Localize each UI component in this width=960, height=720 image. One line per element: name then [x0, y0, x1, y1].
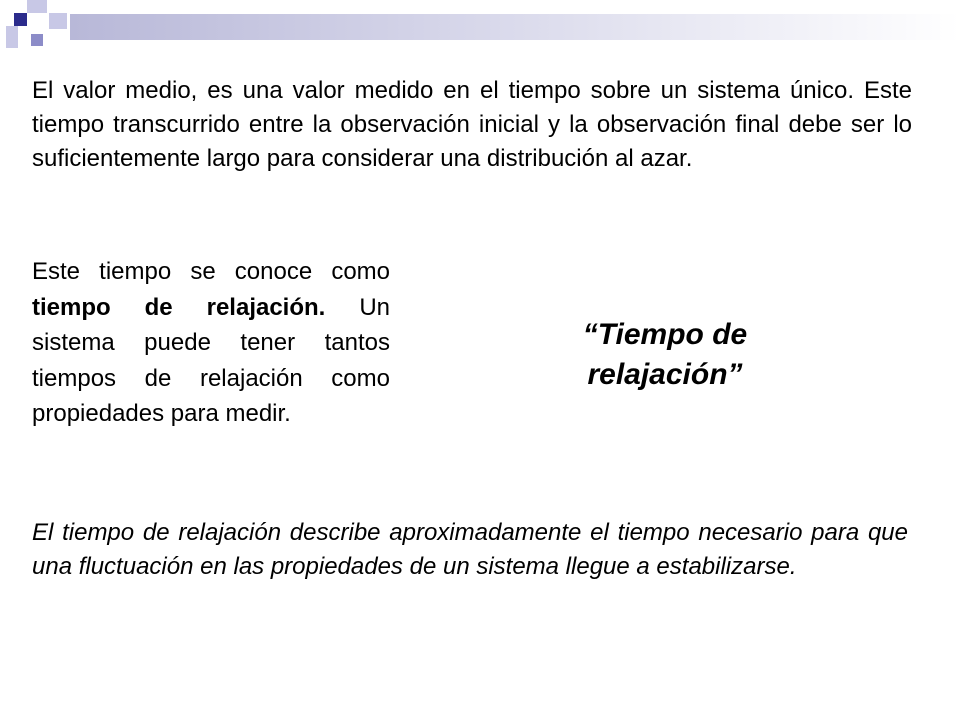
- decorative-banner: [0, 0, 960, 50]
- paragraph2-text-2: Un sistema puede tener tantos tiempos de relajación como propiedades para medir.: [32, 293, 390, 427]
- callout-title: “Tiempo de relajación”: [582, 318, 748, 391]
- paragraph2-text-1: Este tiempo se conoce como: [32, 258, 390, 285]
- paragraph2-bold-term: tiempo de relajación.: [32, 293, 326, 321]
- paragraph-relaxation-definition: El tiempo de relajación describe aproximadamente el tiempo necesario para que una fluctuación en las propiedades de un sistema llegue a estabilizarse.: [32, 519, 908, 580]
- gradient-bar: [70, 14, 960, 40]
- periwinkle-square-left: [6, 26, 18, 48]
- periwinkle-square-small: [31, 34, 43, 46]
- paragraph-average-value: El valor medio, es una valor medido en el tiempo sobre un sistema único. Este tiempo transcurrido entre la observación inicial y la observación final debe ser lo suficientemente largo para considerar una distribución al azar.: [32, 77, 912, 172]
- paragraph-relaxation-time: [32, 254, 390, 432]
- light-square-right: [49, 13, 67, 29]
- periwinkle-square-top: [27, 0, 47, 13]
- navy-square: [14, 13, 27, 26]
